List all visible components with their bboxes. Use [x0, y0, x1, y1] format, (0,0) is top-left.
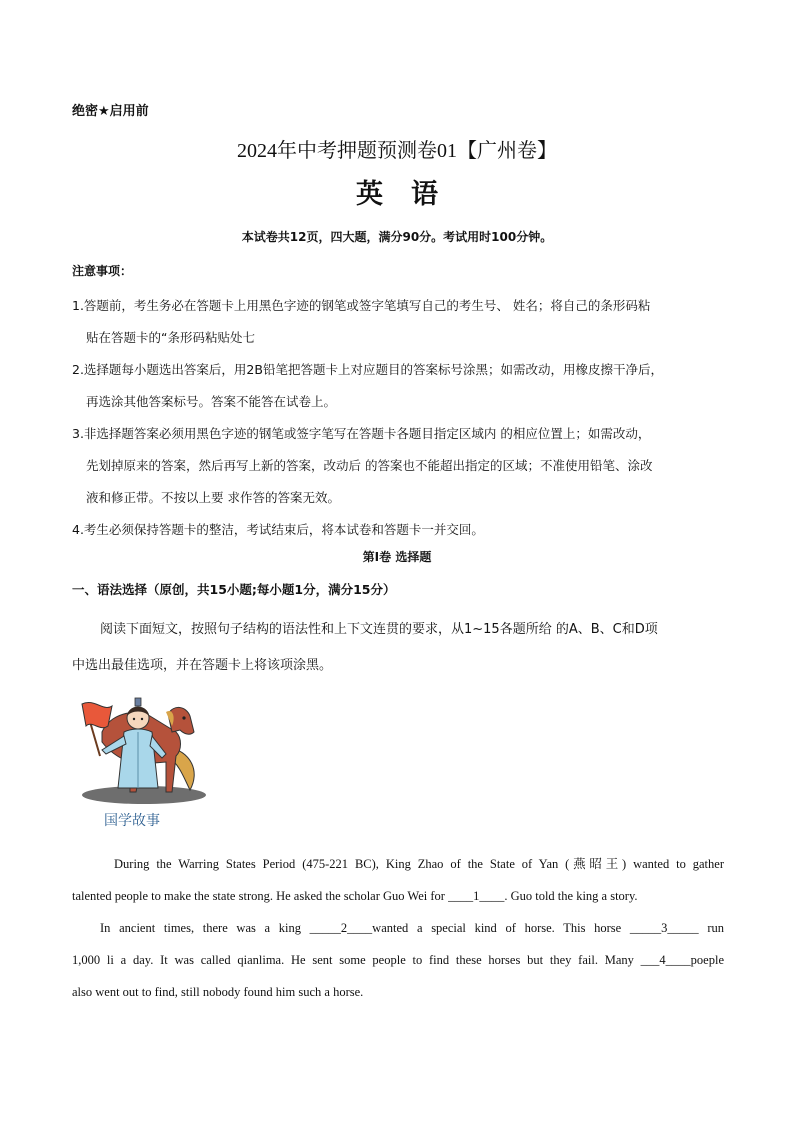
- note-line: 先划掉原来的答案，然后再写上新的答案，改动后 的答案也不能超出指定的区域；不准使用铅笔、涂改: [86, 458, 653, 473]
- notes-list: [72, 290, 722, 546]
- note-line: 再选涂其他答案标号。答案不能答在试卷上。: [86, 394, 337, 409]
- part-instruction: [72, 612, 724, 684]
- exam-title: 2024年中考押题预测卷01【广州卷】: [237, 140, 557, 162]
- passage-line: In ancient times, there was a king _____2____wanted a special kind of horse. This horse _____3_____ run: [100, 921, 724, 935]
- note-line: 贴在答题卡的“条形码粘贴处七: [86, 330, 255, 345]
- note-line: 1.答题前，考生务必在答题卡上用黑色字迹的钢笔或签字笔填写自己的考生号、 姓名；将自己的条形码粘: [72, 298, 651, 313]
- passage-line: also went out to find, still nobody found him such a horse.: [72, 985, 364, 999]
- passage-line: 1,000 li a day. It was called qianlima. He sent some people to find these horses but they fail. Many ___4____poeple: [72, 953, 724, 967]
- passage-line: talented people to make the state strong. He asked the scholar Guo Wei for ____1____. Guo told the king a story.: [72, 889, 638, 903]
- note-item: [72, 290, 722, 354]
- section-title: 第Ⅰ卷 选择题: [362, 550, 432, 564]
- note-line: 3.非选择题答案必须用黑色字迹的钢笔或签字笔写在答题卡各题目指定区域内 的相应位置上；如需改动，: [72, 426, 651, 441]
- subject-title: 英语: [356, 179, 466, 210]
- note-item: [72, 514, 722, 546]
- note-line: 4.考生必须保持答题卡的整洁，考试结束后，将本试卷和答题卡一并交回。: [72, 522, 484, 537]
- reading-passage: [72, 848, 724, 1008]
- part-title: 一、语法选择（原创，共15小题;每小题1分，满分15分）: [72, 582, 396, 597]
- notes-heading: 注意事项：: [72, 264, 133, 278]
- exam-summary: 本试卷共12页，四大题，满分90分。考试用时100分钟。: [241, 230, 553, 244]
- instruction-line: 中选出最佳选项，并在答题卡上将该项涂黑。: [72, 658, 333, 673]
- note-item: [72, 418, 722, 514]
- secret-label: 绝密★启用前: [72, 104, 149, 119]
- note-line: 2.选择题每小题选出答案后，用2B铅笔把答题卡上对应题目的答案标号涂黑；如需改动，用橡皮擦干净后，: [72, 362, 663, 377]
- instruction-line: 阅读下面短文，按照句子结构的语法性和上下文连贯的要求，从1~15各题所给 的A、B、C和D项: [100, 622, 658, 637]
- note-item: [72, 354, 722, 418]
- note-line: 液和修正带。不按以上要 求作答的答案无效。: [86, 490, 340, 505]
- illustration-caption: 国学故事: [104, 813, 160, 829]
- passage-line: During the Warring States Period (475-221 BC), King Zhao of the State of Yan (燕昭王) wanted to gather: [114, 857, 724, 871]
